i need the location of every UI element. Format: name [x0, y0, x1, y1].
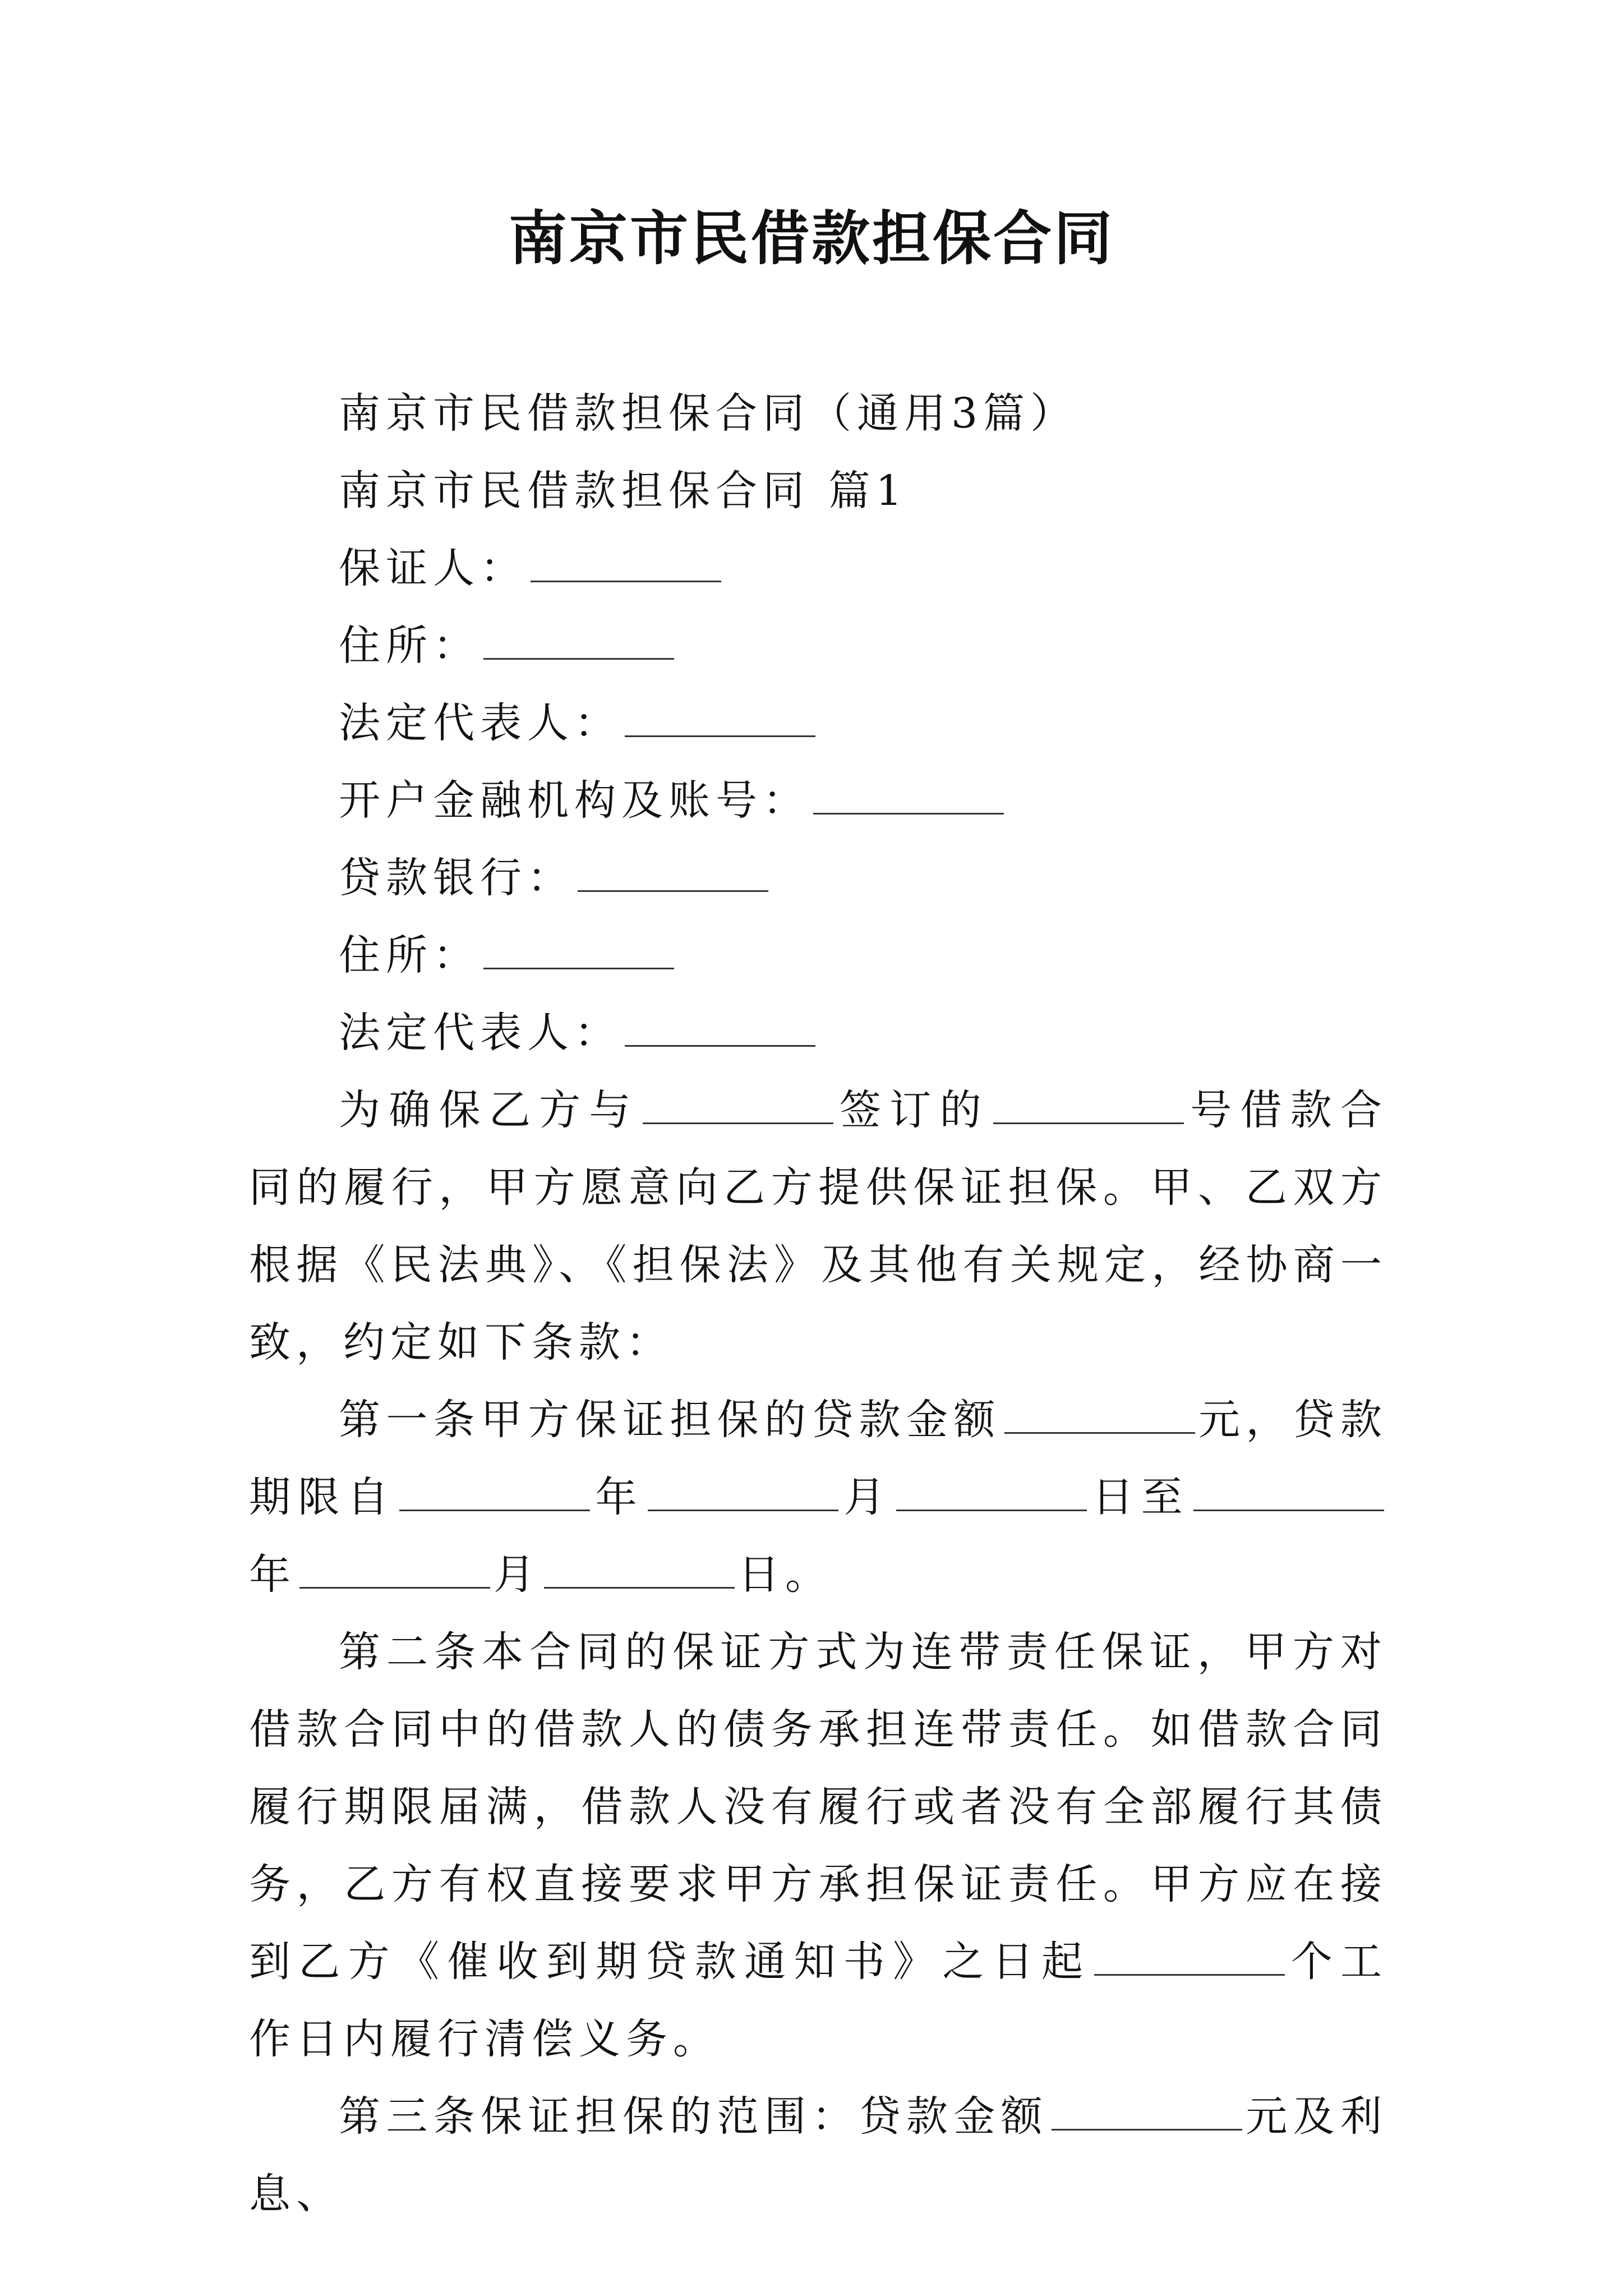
blank-line — [1052, 2092, 1242, 2131]
field-lending-bank — [249, 839, 1387, 917]
document-body — [249, 375, 1387, 2233]
document-title: 南京市民借款担保合同 — [508, 204, 1114, 273]
text-run: 月 — [842, 1473, 893, 1521]
article-3 — [249, 2078, 1387, 2233]
text-run: 日。 — [738, 1550, 832, 1599]
field-bank-address — [249, 917, 1387, 994]
blank-line — [896, 1473, 1087, 1511]
article-2 — [249, 1613, 1387, 2078]
blank-line — [299, 1550, 490, 1589]
field-label: 住所： — [339, 931, 480, 979]
blank-line — [1193, 1473, 1384, 1511]
blank-line — [625, 1008, 815, 1047]
text-run: 年 — [593, 1473, 645, 1521]
blank-line — [399, 1473, 590, 1511]
field-guarantor-address — [249, 607, 1387, 684]
document-subtitle: 南京市民借款担保合同（通用3篇） — [339, 389, 1078, 438]
blank-line — [643, 1085, 833, 1124]
text-run: 第二条本合同的保证方式为连带责任保证，甲方对借款合同中的借款人的债务承担连带责任。如借款合同履行期限届满，借款人没有履行或者没有全部履行其债务，乙方有权直接要求甲方承担保证责任。甲方应在接到乙方《催收到期贷款通知书》之日起 — [249, 1628, 1387, 1986]
intro-paragraph — [249, 1071, 1387, 1381]
text-run: 元及利息、 — [249, 2092, 1387, 2218]
blank-line — [813, 776, 1004, 815]
text-run: 第三条保证担保的范围：贷款金额 — [339, 2092, 1048, 2141]
blank-line — [625, 698, 815, 737]
blank-line — [993, 1085, 1184, 1124]
field-label: 贷款银行： — [339, 854, 574, 902]
section-heading: 南京市民借款担保合同 篇1 — [339, 467, 908, 515]
field-guarantor — [249, 530, 1387, 607]
text-run: 为确保乙方与 — [339, 1086, 639, 1134]
blank-line — [483, 621, 674, 660]
field-bank-legal-rep — [249, 994, 1387, 1071]
blank-line — [1094, 1937, 1285, 1976]
field-label: 住所： — [339, 622, 480, 670]
field-bank-account — [249, 762, 1387, 839]
blank-line — [483, 931, 674, 969]
blank-line — [531, 544, 721, 582]
field-label: 保证人： — [339, 544, 527, 592]
blank-line — [544, 1550, 735, 1589]
text-run: 第一条甲方保证担保的贷款金额 — [339, 1396, 1001, 1444]
blank-line — [648, 1473, 838, 1511]
field-label: 开户金融机构及账号： — [339, 776, 810, 825]
field-label: 法定代表人： — [339, 699, 621, 747]
text-run: 个工作日内履行清偿义务。 — [249, 1938, 1388, 2063]
text-run: 日至 — [1090, 1473, 1191, 1521]
blank-line — [578, 853, 768, 892]
text-run: 月 — [494, 1550, 541, 1599]
text-run: 号借款合同的履行，甲方愿意向乙方提供保证担保。甲、乙双方根据《民法典》、《担保法》及其他有关规定，经协商一致，约定如下条款： — [249, 1086, 1388, 1366]
field-guarantor-legal-rep — [249, 684, 1387, 762]
text-run: 元，贷款期限自 — [249, 1396, 1388, 1521]
blank-line — [1004, 1395, 1195, 1434]
text-run: 年 — [249, 1550, 296, 1599]
text-run: 签订的 — [836, 1086, 990, 1134]
field-label: 法定代表人： — [339, 1009, 621, 1057]
article-1 — [249, 1381, 1387, 1613]
